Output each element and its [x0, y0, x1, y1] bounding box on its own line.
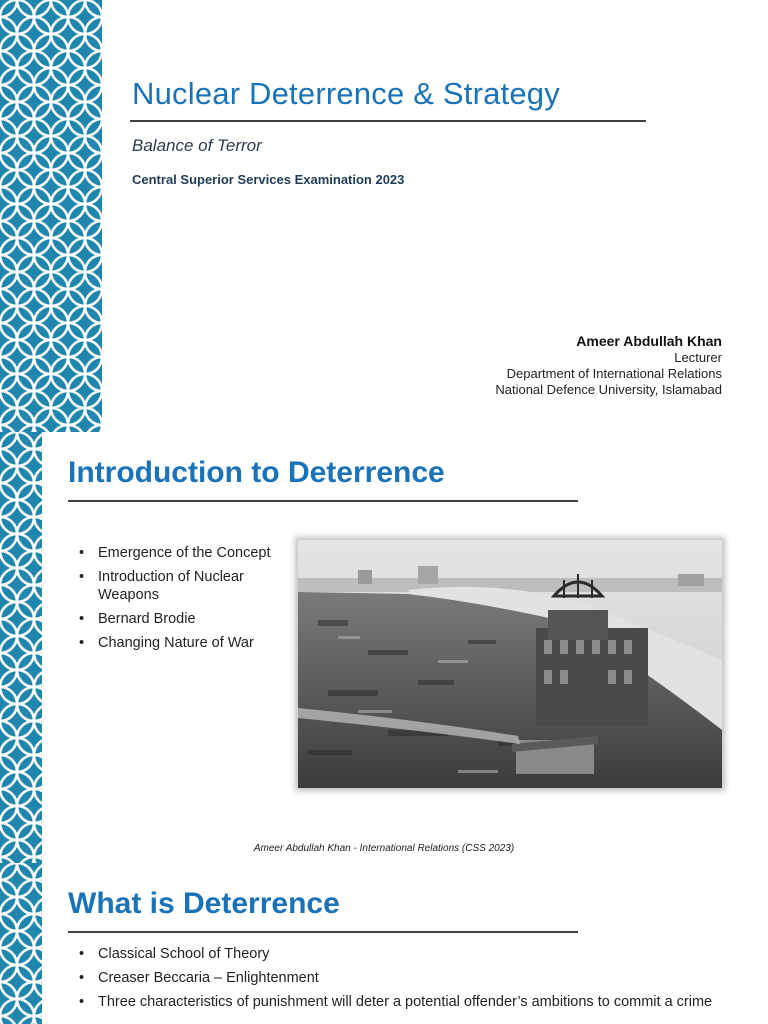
ruined-city-photo	[298, 540, 722, 788]
presentation-subtitle: Balance of Terror	[132, 136, 262, 155]
list-item: • Classical School of Theory	[79, 946, 270, 962]
bullet-icon: •	[79, 970, 85, 986]
decorative-ring-pattern	[0, 863, 42, 1024]
bullet-icon: •	[79, 569, 85, 585]
heading-underline	[68, 500, 578, 502]
list-item: • Introduction of Nuclear Weapons	[79, 569, 244, 603]
bullet-icon: •	[79, 635, 85, 651]
exam-name: Central Superior Services Examination 2023	[132, 172, 405, 187]
bullet-icon: •	[79, 611, 85, 627]
slide-footer: Ameer Abdullah Khan - International Relations (CSS 2023)	[253, 843, 515, 854]
author-university: National Defence University, Islamabad	[495, 382, 722, 397]
list-item: • Bernard Brodie	[79, 611, 196, 627]
decorative-ring-pattern	[0, 432, 42, 863]
heading-underline	[68, 931, 578, 933]
author-role: Lecturer	[674, 350, 722, 365]
bullet-list	[74, 544, 290, 658]
author-name: Ameer Abdullah Khan	[576, 333, 722, 349]
bullet-icon: •	[79, 994, 85, 1010]
bullet-icon: •	[79, 545, 85, 561]
title-slide	[0, 0, 768, 432]
bullet-icon: •	[79, 946, 85, 962]
slide-heading: What is Deterrence	[68, 887, 340, 920]
title-underline	[130, 120, 646, 122]
deterrence-slide	[0, 863, 768, 1024]
decorative-ring-pattern	[0, 0, 102, 432]
slide-heading: Introduction to Deterrence	[68, 456, 445, 489]
list-item: • Three characteristics of punishment will deter a potential offender’s ambitions to commit a crime	[79, 994, 713, 1010]
list-item: • Changing Nature of War	[79, 635, 254, 651]
presentation-title: Nuclear Deterrence & Strategy	[132, 76, 560, 111]
intro-slide	[0, 432, 768, 863]
list-item: • Emergence of the Concept	[79, 545, 271, 561]
author-block	[495, 332, 722, 398]
list-item: • Creaser Beccaria – Enlightenment	[79, 970, 319, 986]
author-department: Department of International Relations	[506, 366, 722, 381]
bullet-list	[74, 945, 734, 1017]
